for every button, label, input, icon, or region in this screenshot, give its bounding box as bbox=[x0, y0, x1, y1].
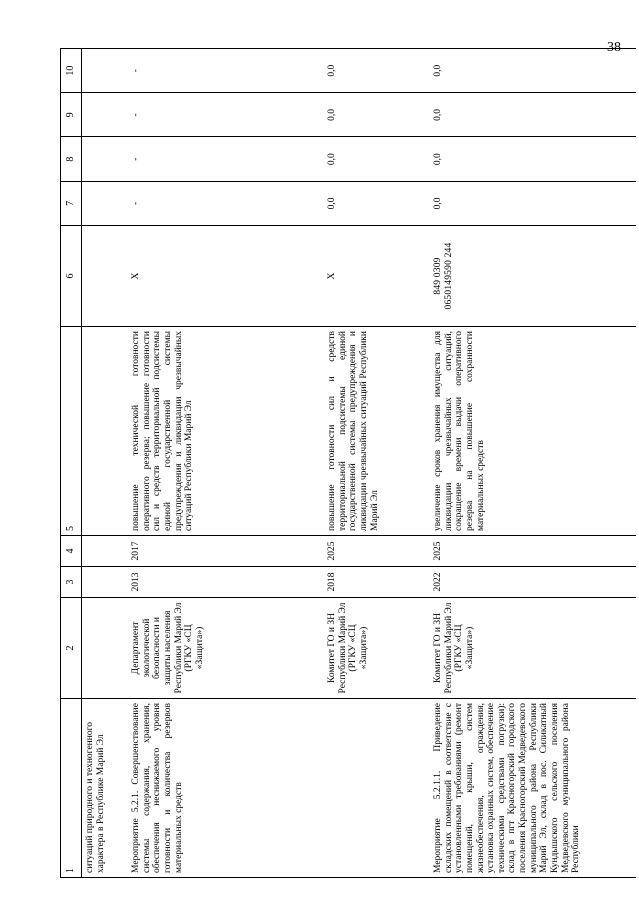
budget-code-line: 0650149590 244 bbox=[443, 242, 454, 310]
column-header-4: 4 bbox=[61, 536, 82, 567]
column-header-10: 10 bbox=[61, 49, 82, 93]
column-number-header-row bbox=[61, 49, 82, 878]
measure-name-cell bbox=[324, 699, 430, 878]
start-year-cell: 2022 bbox=[430, 567, 636, 598]
section-title-cell: ситуаций природного и техногенного характера в Республике Марий Эл bbox=[82, 699, 129, 878]
value-cell-7: 0,0 bbox=[324, 181, 430, 225]
table-row bbox=[128, 49, 324, 878]
value-cell-10: 0,0 bbox=[430, 49, 636, 93]
column-header-6: 6 bbox=[61, 226, 82, 327]
value-cell-7: - bbox=[128, 181, 324, 225]
budget-code-cell: Х bbox=[128, 226, 324, 327]
end-year-cell: 2017 bbox=[128, 536, 324, 567]
column-header-8: 8 bbox=[61, 137, 82, 181]
column-header-7: 7 bbox=[61, 181, 82, 225]
page-number: 38 bbox=[607, 40, 621, 55]
expected-result-cell: повышение готовности сил и средств территориальной подсистемы единой государственной системы предупреждения и ликвидации чрезвычайных ситуаций Республики Марий Эл bbox=[324, 327, 430, 536]
value-cell-9: - bbox=[128, 93, 324, 137]
value-cell-9: 0,0 bbox=[324, 93, 430, 137]
measure-name-cell: Мероприятие 5.2.1.1. Приведение складских помещений в соответствие с установленными требованиями (ремонт помещений, крыши, систем жизнеобеспечения, ограждения, установка охранных систем, обеспечение техническими средствами погрузки): склад в пгт Красногорский городского поселения Красногорский Медведевского муниципального района Республики Марий Эл, склад в пос. Силикатный Кундышского сельского поселения Медведевского муниципального района Республики bbox=[430, 699, 636, 878]
column-header-2: 2 bbox=[61, 598, 82, 699]
expected-result-cell: повышение технической готовности оперативного резерва; повышение готовности сил и средств территориальной подсистемы единой государственной системы предупреждения и ликвидации чрезвычайных ситуаций Республики Марий Эл bbox=[128, 327, 324, 536]
expected-result-cell: увеличение сроков хранения имущества для ликвидации чрезвычайных ситуаций, сокращение времени выдачи оперативного резерва на повышение сохранности материальных средств bbox=[430, 327, 636, 536]
executor-cell: Комитет ГО и ЗН Республики Марий Эл (РГКУ «СЦ «Защита») bbox=[324, 598, 430, 699]
column-header-1: 1 bbox=[61, 699, 82, 878]
executor-cell: Департамент экологической безопасности и защиты населения Республики Марий Эл (РГКУ «СЦ «Защита») bbox=[128, 598, 324, 699]
column-header-3: 3 bbox=[61, 567, 82, 598]
budget-code-cell bbox=[430, 226, 636, 327]
value-cell-9: 0,0 bbox=[430, 93, 636, 137]
executor-cell: Комитет ГО и ЗН Республики Марий Эл (РГКУ «СЦ «Защита») bbox=[430, 598, 636, 699]
budget-code-line: 849 0309 bbox=[433, 257, 443, 295]
table-row bbox=[324, 49, 430, 878]
program-table bbox=[60, 48, 636, 878]
start-year-cell: 2013 bbox=[128, 567, 324, 598]
value-cell-8: - bbox=[128, 137, 324, 181]
table-row-title bbox=[82, 49, 129, 878]
value-cell-8: 0,0 bbox=[430, 137, 636, 181]
start-year-cell: 2018 bbox=[324, 567, 430, 598]
value-cell-10: 0,0 bbox=[324, 49, 430, 93]
end-year-cell: 2025 bbox=[430, 536, 636, 567]
column-header-9: 9 bbox=[61, 93, 82, 137]
value-cell-10: - bbox=[128, 49, 324, 93]
end-year-cell: 2025 bbox=[324, 536, 430, 567]
column-header-5: 5 bbox=[61, 327, 82, 536]
value-cell-7: 0,0 bbox=[430, 181, 636, 225]
table-row bbox=[430, 49, 636, 878]
value-cell-8: 0,0 bbox=[324, 137, 430, 181]
program-table-wrapper bbox=[60, 48, 630, 878]
measure-name-cell: Мероприятие 5.2.1. Совершенствование системы содержания, хранения, обеспечения неснижаемого уровня готовности и количества резервов материальных средств bbox=[128, 699, 324, 878]
budget-code-cell: Х bbox=[324, 226, 430, 327]
